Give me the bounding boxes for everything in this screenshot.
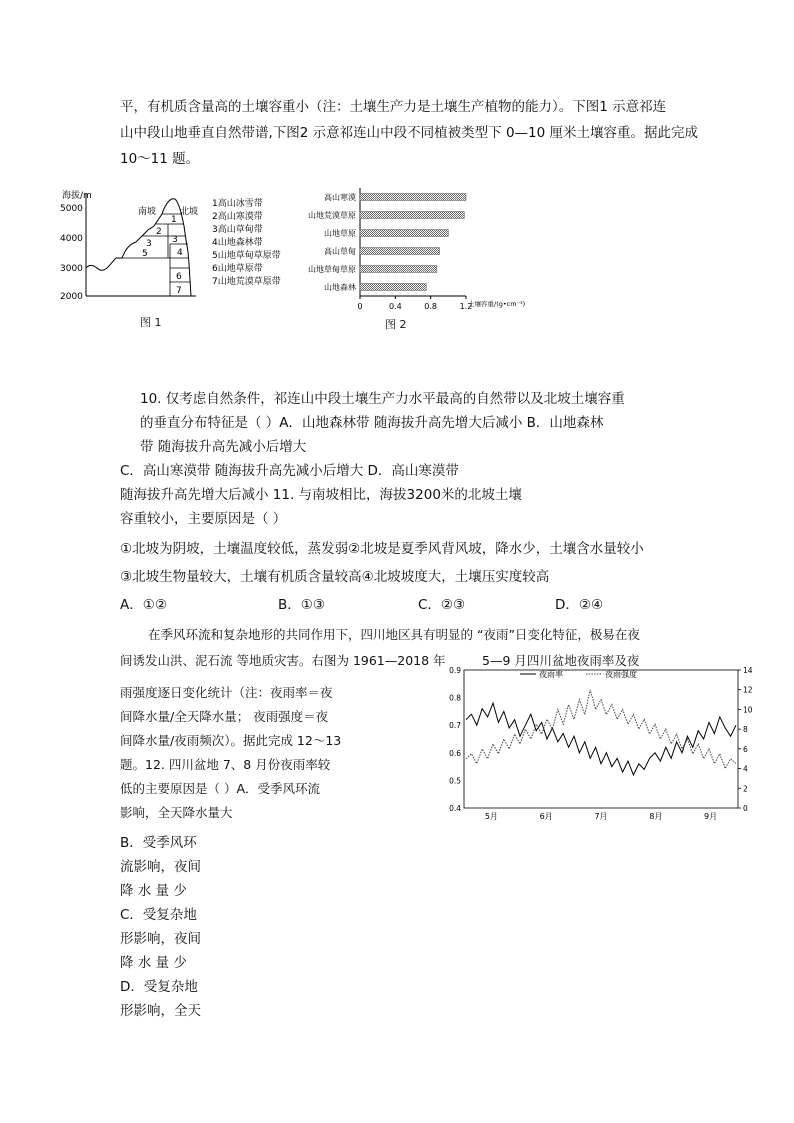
q12-option-d-line-1: D．受复杂地 [120, 979, 198, 995]
x-tick-label: 0.8 [424, 302, 438, 311]
x-tick-label: 0.4 [388, 302, 402, 311]
left-y-tick-label: 0.8 [449, 693, 461, 703]
x-tick-label: 8月 [649, 812, 663, 821]
bar [360, 212, 464, 219]
q10-line-5: 随海拔升高先增大后减小 11. 与南坡相比，海拔3200米的北坡土壤 [120, 487, 522, 503]
x-tick-label: 1.2 [459, 302, 473, 311]
intro2-line-4: 间降水量/全天降水量； 夜雨强度＝夜 [120, 709, 329, 724]
q11-option-a: A．①② [120, 597, 167, 613]
figure-1-y-tick: 3000 [60, 264, 83, 274]
figure-1 [58, 186, 298, 316]
right-y-tick-label: 2 [743, 784, 748, 794]
intro2-line-8: 影响，全天降水量大 [120, 805, 233, 820]
zone-number: 3 [172, 235, 178, 245]
zone-number: 2 [156, 227, 162, 237]
bar [360, 248, 440, 255]
q10-line-4: C．高山寒漠带 随海拔升高先减小后增大 D．高山寒漠带 [120, 463, 459, 479]
figure-1-legend-item: 5山地草甸草原带 [212, 251, 281, 261]
right-y-tick-label: 14 [743, 666, 753, 675]
category-label: 山地草原 [324, 229, 356, 238]
bar [360, 230, 448, 237]
figure-1-legend-item: 2高山寒漠带 [212, 212, 263, 222]
right-y-tick-label: 0 [743, 804, 748, 813]
north-slope-label: 北坡 [180, 207, 199, 217]
right-y-tick-label: 6 [743, 744, 748, 754]
x-tick-label: 0 [357, 302, 363, 311]
legend-intensity-label: 夜雨强度 [605, 670, 637, 679]
intro-line-3: 10～11 题。 [120, 151, 200, 167]
x-tick-label: 7月 [594, 812, 608, 821]
bar [360, 266, 437, 273]
zone-number: 5 [142, 249, 148, 259]
right-y-tick-label: 8 [743, 725, 748, 735]
intro2-line-2b: 5—9 月四川盆地夜雨率及夜 [482, 653, 640, 668]
figure-1-legend-item: 6山地草原带 [212, 264, 263, 274]
zone-number: 7 [176, 286, 182, 296]
figure-1-legend-item: 3高山草甸带 [212, 225, 263, 235]
figure-2-caption: 图 2 [385, 318, 407, 331]
intro2-line-2a: 间诱发山洪、泥石流 等地质灾害。右图为 1961—2018 年 [120, 653, 446, 668]
figure-1-y-tick: 2000 [60, 292, 83, 302]
left-y-tick-label: 0.4 [449, 804, 461, 813]
x-tick-label: 9月 [704, 812, 718, 821]
q11-option-c: C．②③ [418, 597, 466, 613]
figure-3 [440, 662, 770, 822]
bar [360, 194, 466, 201]
night-rain-rate-line [466, 703, 736, 775]
south-slope-label: 南坡 [138, 207, 157, 217]
intro-line-1: 平，有机质含量高的土壤容重小（注：土壤生产力是土壤生产植物的能力）。下图1 示意祁连 [120, 99, 667, 115]
zone-number: 1 [171, 215, 177, 225]
q10-line-3: 带 随海拔升高先减小后增大 [140, 439, 307, 455]
q12-option-b-line-1: B．受季风环 [120, 835, 197, 851]
q10-line-2: 的垂直分布特征是（ ）A．山地森林带 随海拔升高先增大后减小 B．山地森林 [140, 415, 604, 431]
figure-2 [292, 184, 542, 311]
zone-number: 6 [176, 272, 182, 282]
legend-rate-label: 夜雨率 [539, 670, 563, 679]
x-tick-label: 6月 [539, 812, 553, 821]
figure-2-chart [292, 184, 542, 311]
q10-line-6: 容重较小，主要原因是（ ） [120, 511, 287, 527]
figure-1-y-tick: 4000 [60, 234, 83, 244]
figure-1-y-tick: 5000 [60, 204, 83, 214]
q11-option-d: D．②④ [555, 597, 604, 613]
bar [360, 284, 426, 291]
category-label: 山地草甸草原 [308, 265, 356, 274]
left-y-tick-label: 0.9 [449, 666, 461, 675]
plot-frame [464, 670, 738, 808]
zone-number: 3 [146, 239, 152, 249]
q12-option-c-line-2: 形影响，夜间 [120, 931, 201, 947]
q12-option-c-line-3: 降 水 量 少 [120, 955, 187, 971]
q12-option-b-line-3: 降 水 量 少 [120, 883, 187, 899]
figure-1-diagram [58, 186, 298, 316]
q12-option-c-line-1: C．受复杂地 [120, 907, 197, 923]
q12-option-b-line-2: 流影响，夜间 [120, 859, 201, 875]
figure-1-y-label: 海拔/m [62, 191, 92, 201]
category-label: 高山草甸 [324, 247, 356, 256]
q11-statement-line-1: ①北坡为阴坡，土壤温度较低，蒸发弱②北坡是夏季风背风坡，降水少，土壤含水量较小 [120, 541, 644, 557]
left-y-tick-label: 0.5 [449, 776, 461, 786]
right-y-tick-label: 12 [743, 685, 753, 695]
figure-1-legend-item: 7山地荒漠草原带 [212, 277, 281, 287]
intro2-line-3: 雨强度逐日变化统计（注：夜雨率＝夜 [120, 685, 333, 700]
figure-1-caption: 图 1 [140, 316, 162, 329]
category-label: 山地森林 [324, 283, 356, 292]
night-rain-intensity-line [466, 690, 736, 769]
right-y-tick-label: 10 [743, 705, 753, 715]
left-y-tick-label: 0.6 [449, 748, 461, 758]
q11-option-b: B．①③ [278, 597, 325, 613]
figure-1-legend-item: 4山地森林带 [212, 238, 263, 248]
x-axis-label: 土壤容重/(g•cm⁻³) [468, 300, 526, 308]
x-tick-label: 5月 [484, 812, 498, 821]
left-y-tick-label: 0.7 [449, 721, 461, 731]
category-label: 高山寒漠 [324, 193, 356, 202]
q12-option-d-line-2: 形影响，全天 [120, 1003, 201, 1019]
intro2-line-7: 低的主要原因是（ ）A．受季风环流 [120, 781, 321, 796]
q10-line-1: 10. 仅考虑自然条件，祁连山中段土壤生产力水平最高的自然带以及北坡土壤容重 [140, 391, 625, 407]
figure-1-legend-item: 1高山冰雪带 [212, 199, 263, 209]
intro-line-2: 山中段山地垂直自然带谱,下图2 示意祁连山中段不同植被类型下 0—10 厘米土壤容重。据此完成 [120, 125, 699, 141]
intro2-line-6: 题。12. 四川盆地 7、8 月份夜雨率较 [120, 757, 331, 772]
category-label: 山地荒漠草原 [308, 211, 356, 220]
intro2-line-5: 间降水量/夜雨频次）。据此完成 12～13 [120, 733, 342, 748]
right-y-tick-label: 4 [743, 764, 748, 774]
intro2-line-1: 在季风环流和复杂地形的共同作用下，四川地区具有明显的 “夜雨”日变化特征，极易在夜 [148, 627, 640, 642]
zone-number: 4 [177, 248, 183, 258]
figure-3-chart [440, 662, 770, 822]
q11-statement-line-2: ③北坡生物量较大，土壤有机质含量较高④北坡坡度大，土壤压实度较高 [120, 569, 550, 585]
